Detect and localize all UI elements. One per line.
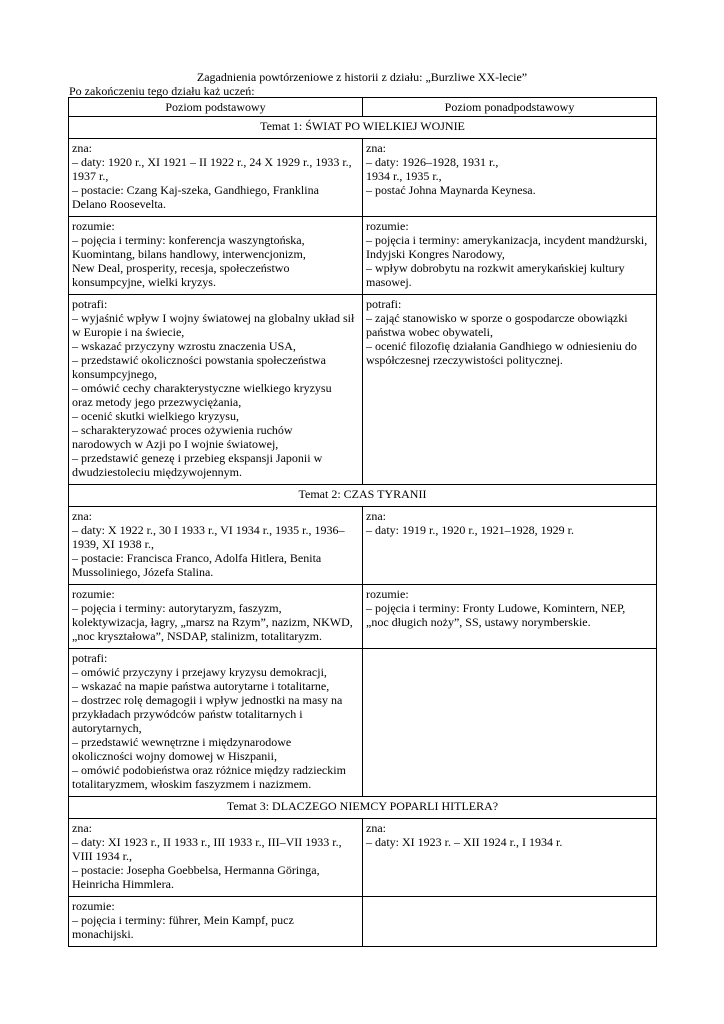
table-row <box>69 217 657 295</box>
cell-text-line: „noc długich noży”, SS, ustawy norymberskie. <box>366 615 591 629</box>
topic-title: Temat 1: ŚWIAT PO WIELKIEJ WOJNIE <box>69 117 657 139</box>
cell-text-line: narodowych w Azji po I wojnie światowej, <box>72 437 279 451</box>
basic-level-cell <box>69 819 363 897</box>
table-row <box>69 139 657 217</box>
table-row <box>69 585 657 649</box>
basic-level-cell <box>69 217 363 295</box>
cell-text-line: w Europie i na świecie, <box>72 325 185 339</box>
cell-text-line: zna: <box>366 141 386 155</box>
cell-text-line: konsumpcyjne, wielki kryzys. <box>72 275 216 289</box>
header-basic-level: Poziom podstawowy <box>69 98 363 117</box>
cell-text-line: – przedstawić genezę i przebieg ekspansji Japonii w <box>72 451 323 465</box>
document-title: Zagadnienia powtórzeniowe z historii z działu: „Burzliwe XX-lecie” <box>196 70 528 84</box>
basic-level-cell <box>69 139 363 217</box>
basic-level-cell <box>69 295 363 485</box>
cell-text-line: VIII 1934 r., <box>72 849 132 863</box>
advanced-level-cell <box>363 507 657 585</box>
cell-text-line: „noc kryształowa”, NSDAP, stalinizm, totalitaryzm. <box>72 629 322 643</box>
cell-text-line: rozumie: <box>72 587 115 601</box>
syllabus-body <box>69 117 657 947</box>
cell-text-line: – pojęcia i terminy: autorytaryzm, faszyzm, <box>72 601 282 615</box>
cell-text-line: – daty: XI 1923 r., II 1933 r., III 1933 r., III–VII 1933 r., <box>72 835 342 849</box>
topic-row <box>69 485 657 507</box>
cell-text-line: zna: <box>72 141 92 155</box>
cell-text-line: Kuomintang, bilans handlowy, interwencjonizm, <box>72 247 306 261</box>
cell-text-line: zna: <box>366 509 386 523</box>
cell-text-line: potrafi: <box>72 297 108 311</box>
cell-text-line: – wskazać przyczyny wzrostu znaczenia USA, <box>72 339 296 353</box>
cell-text-line: konsumpcyjnego, <box>72 367 157 381</box>
cell-text-line: 1934 r., 1935 r., <box>366 169 442 183</box>
cell-text-line: rozumie: <box>72 219 115 233</box>
cell-text-line: 1939, XI 1938 r., <box>72 537 154 551</box>
cell-text-line: – pojęcia i terminy: konferencja waszyngtońska, <box>72 233 305 247</box>
cell-text-line: – postać Johna Maynarda Keynesa. <box>366 183 536 197</box>
cell-text-line: – omówić przyczyny i przejawy kryzysu demokracji, <box>72 665 327 679</box>
cell-text-line: – wpływ dobrobytu na rozkwit amerykańskiej kultury <box>366 261 625 275</box>
advanced-level-cell <box>363 649 657 797</box>
table-row <box>69 819 657 897</box>
cell-text-line: 1937 r., <box>72 169 109 183</box>
cell-text-line: państwa wobec obywateli, <box>366 325 493 339</box>
cell-text-line: Indyjski Kongres Narodowy, <box>366 247 505 261</box>
cell-text-line: masowej. <box>366 275 412 289</box>
cell-text-line: – postacie: Francisca Franco, Adolfa Hitlera, Benita <box>72 551 322 565</box>
cell-text-line: – wskazać na mapie państwa autorytarne i totalitarne, <box>72 679 330 693</box>
cell-text-line: okoliczności wojny domowej w Hiszpanii, <box>72 749 277 763</box>
cell-text-line: autorytarnych, <box>72 721 142 735</box>
cell-text-line: zna: <box>72 509 92 523</box>
cell-text-line: kolektywizacja, łagry, „marsz na Rzym”, nazizm, NKWD, <box>72 615 353 629</box>
table-row <box>69 897 657 947</box>
advanced-level-cell <box>363 217 657 295</box>
cell-text-line: rozumie: <box>366 587 409 601</box>
cell-text-line: – pojęcia i terminy: amerykanizacja, incydent mandżurski, <box>366 233 648 247</box>
document-intro: Po zakończeniu tego działu każ uczeń: <box>69 84 255 98</box>
cell-text-line: – daty: XI 1923 r. – XII 1924 r., I 1934 r. <box>366 835 563 849</box>
topic-title: Temat 3: DLACZEGO NIEMCY POPARLI HITLERA? <box>69 797 657 819</box>
cell-text-line: – pojęcia i terminy: Fronty Ludowe, Komintern, NEP, <box>366 601 626 615</box>
basic-level-cell <box>69 649 363 797</box>
basic-level-cell <box>69 507 363 585</box>
cell-text-line: – dostrzec rolę demagogii i wpływ jednostki na masy na <box>72 693 343 707</box>
cell-text-line: przykładach przywódców państw totalitarnych i <box>72 707 303 721</box>
cell-text-line: Mussoliniego, Józefa Stalina. <box>72 565 214 579</box>
cell-text-line: potrafi: <box>72 651 108 665</box>
cell-text-line: monachijski. <box>72 927 134 941</box>
cell-text-line: – daty: 1920 r., XI 1921 – II 1922 r., 24 X 1929 r., 1933 r., <box>72 155 352 169</box>
cell-text-line: New Deal, prosperity, recesja, społeczeństwo <box>72 261 290 275</box>
cell-text-line: – omówić podobieństwa oraz różnice między radzieckim <box>72 763 346 777</box>
advanced-level-cell <box>363 295 657 485</box>
cell-text-line: – pojęcia i terminy: führer, Mein Kampf, pucz <box>72 913 294 927</box>
cell-text-line: zna: <box>72 821 92 835</box>
cell-text-line: zna: <box>366 821 386 835</box>
advanced-level-cell <box>363 819 657 897</box>
topic-row <box>69 117 657 139</box>
cell-text-line: – daty: 1919 r., 1920 r., 1921–1928, 1929 r. <box>366 523 574 537</box>
cell-text-line: – postacie: Josepha Goebbelsa, Hermanna Göringa, <box>72 863 320 877</box>
cell-text-line: – omówić cechy charakterystyczne wielkiego kryzysu <box>72 381 332 395</box>
cell-text-line: totalitaryzmem, włoskim faszyzmem i nazizmem. <box>72 777 312 791</box>
basic-level-cell <box>69 585 363 649</box>
cell-text-line: oraz metody jego przezwyciężania, <box>72 395 242 409</box>
cell-text-line: Delano Roosevelta. <box>72 197 166 211</box>
topic-title: Temat 2: CZAS TYRANII <box>69 485 657 507</box>
header-advanced-level: Poziom ponadpodstawowy <box>363 98 657 117</box>
cell-text-line: – daty: 1926–1928, 1931 r., <box>366 155 499 169</box>
table-row <box>69 649 657 797</box>
cell-text-line: potrafi: <box>366 297 402 311</box>
cell-text-line: – postacie: Czang Kaj-szeka, Gandhiego, Franklina <box>72 183 319 197</box>
advanced-level-cell <box>363 139 657 217</box>
cell-text-line: Heinricha Himmlera. <box>72 877 174 891</box>
cell-text-line: współczesnej rzeczywistości politycznej. <box>366 353 563 367</box>
cell-text-line: – scharakteryzować proces ożywienia ruchów <box>72 423 293 437</box>
syllabus-table <box>68 97 657 947</box>
cell-text-line: – zająć stanowisko w sporze o gospodarcze obowiązki <box>366 311 628 325</box>
cell-text-line: dwudziestoleciu międzywojennym. <box>72 465 242 479</box>
advanced-level-cell <box>363 585 657 649</box>
table-row <box>69 295 657 485</box>
table-row <box>69 507 657 585</box>
cell-text-line: – ocenić skutki wielkiego kryzysu, <box>72 409 239 423</box>
basic-level-cell <box>69 897 363 947</box>
cell-text-line: rozumie: <box>366 219 409 233</box>
cell-text-line: rozumie: <box>72 899 115 913</box>
cell-text-line: – przedstawić okoliczności powstania społeczeństwa <box>72 353 326 367</box>
topic-row <box>69 797 657 819</box>
cell-text-line: – daty: X 1922 r., 30 I 1933 r., VI 1934 r., 1935 r., 1936– <box>72 523 345 537</box>
advanced-level-cell <box>363 897 657 947</box>
cell-text-line: – ocenić filozofię działania Gandhiego w odniesieniu do <box>366 339 637 353</box>
cell-text-line: – przedstawić wewnętrzne i międzynarodowe <box>72 735 292 749</box>
cell-text-line: – wyjaśnić wpływ I wojny światowej na globalny układ sił <box>72 311 355 325</box>
table-header-row <box>69 98 657 117</box>
